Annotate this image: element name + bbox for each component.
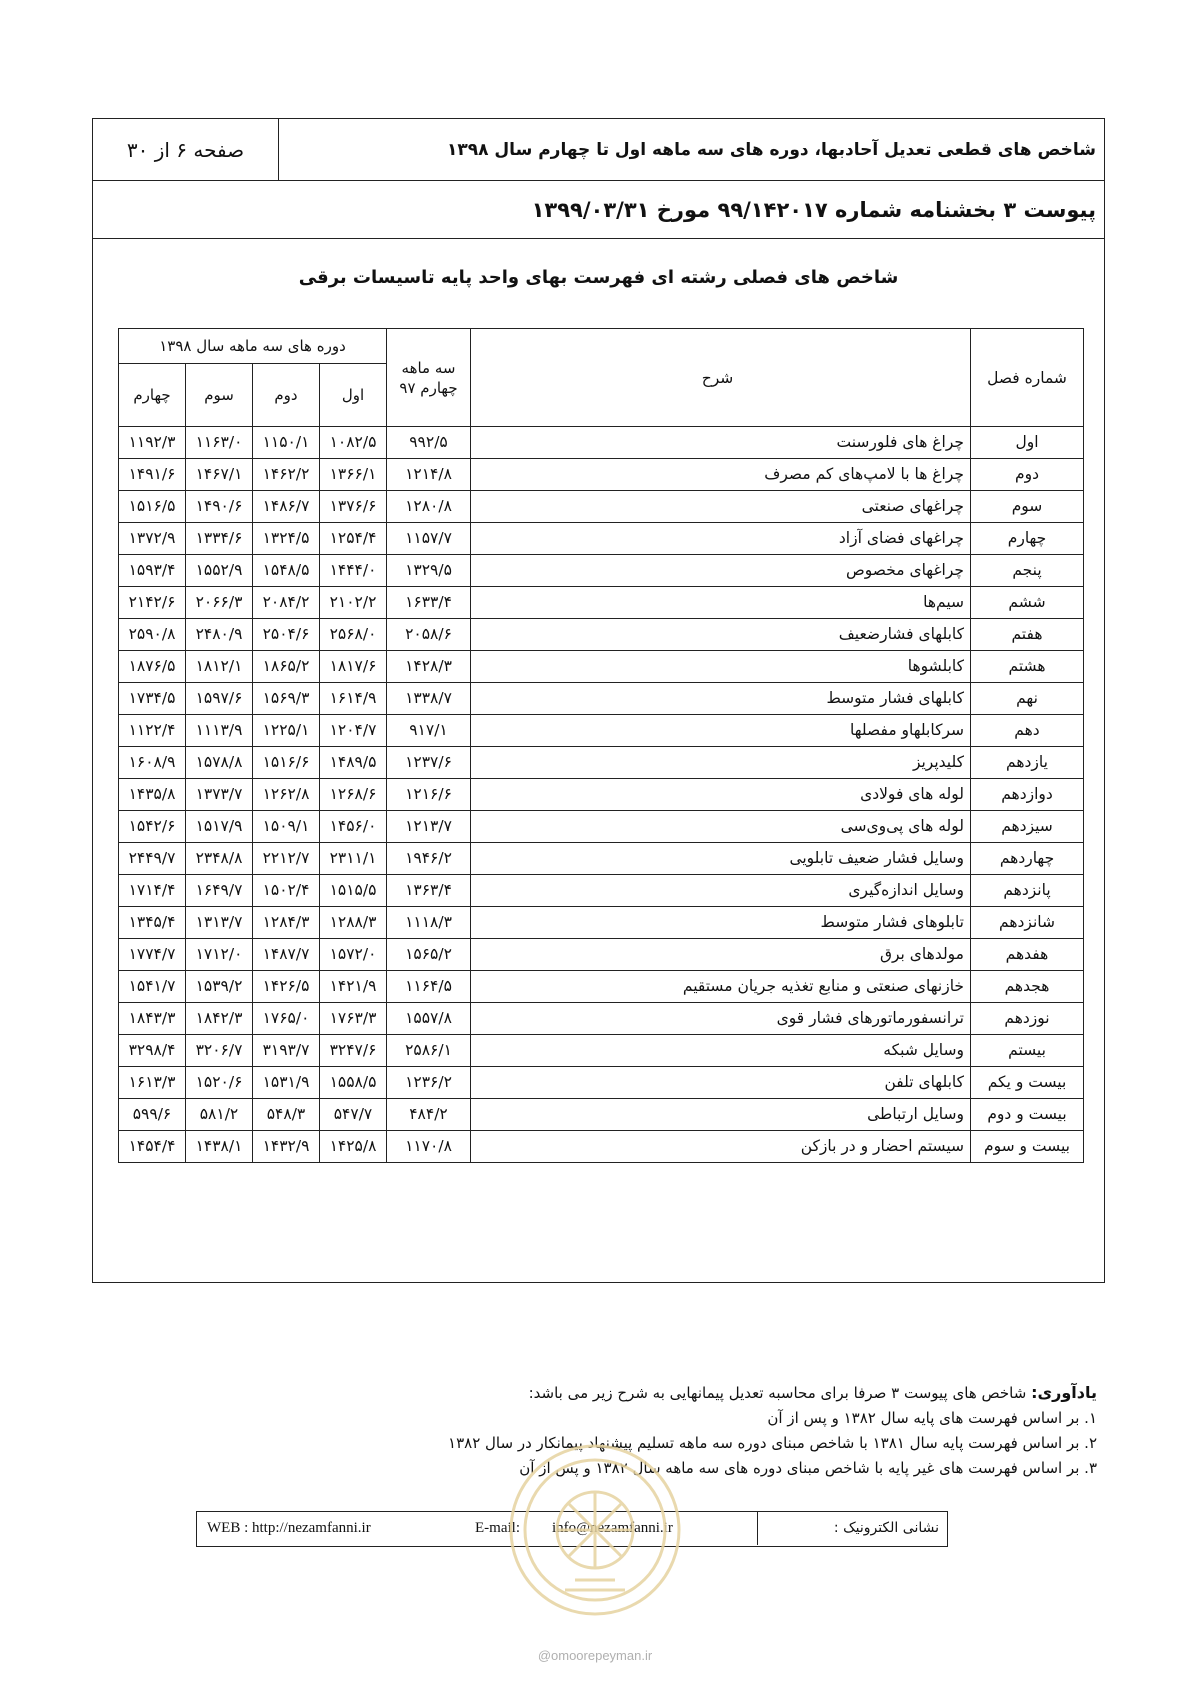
table-row: [119, 459, 1084, 491]
description-cell: سیم‌ها: [471, 587, 971, 619]
quarter-3-cell: ۲۴۸۰/۹: [186, 619, 253, 651]
table-row: [119, 779, 1084, 811]
chapter-cell: اول: [971, 427, 1084, 459]
quarter-3-cell: ۱۳۷۳/۷: [186, 779, 253, 811]
chapter-cell: نوزدهم: [971, 1003, 1084, 1035]
header-row: [93, 119, 1104, 181]
quarter-1-cell: ۱۷۶۳/۳: [320, 1003, 387, 1035]
quarter-4-cell: ۳۲۹۸/۴: [119, 1035, 186, 1067]
quarter-3-cell: ۱۵۳۹/۲: [186, 971, 253, 1003]
quarter-3-cell: ۱۸۱۲/۱: [186, 651, 253, 683]
quarter-4-cell: ۱۴۹۱/۶: [119, 459, 186, 491]
notes-lead: یادآوری:: [1031, 1383, 1097, 1402]
quarter-1-cell: ۳۲۴۷/۶: [320, 1035, 387, 1067]
description-cell: خازنهای صنعتی و منابع تغذیه جریان مستقیم: [471, 971, 971, 1003]
quarter-2-cell: ۲۲۱۲/۷: [253, 843, 320, 875]
description-cell: وسایل اندازه‌گیری: [471, 875, 971, 907]
quarter-2-cell: ۱۵۰۹/۱: [253, 811, 320, 843]
quarter-2-cell: ۱۵۶۹/۳: [253, 683, 320, 715]
q4-97-cell: ۱۵۵۷/۸: [387, 1003, 471, 1035]
quarter-1-cell: ۱۳۷۶/۶: [320, 491, 387, 523]
quarter-1-cell: ۱۸۱۷/۶: [320, 651, 387, 683]
quarter-2-cell: ۱۷۶۵/۰: [253, 1003, 320, 1035]
quarter-3-cell: ۱۱۱۳/۹: [186, 715, 253, 747]
header-quarter-3: سوم: [186, 364, 253, 427]
quarter-2-cell: ۱۲۶۲/۸: [253, 779, 320, 811]
quarter-1-cell: ۱۴۸۹/۵: [320, 747, 387, 779]
description-cell: تابلوهای فشار متوسط: [471, 907, 971, 939]
q4-97-cell: ۱۲۳۶/۲: [387, 1067, 471, 1099]
quarter-3-cell: ۱۷۱۲/۰: [186, 939, 253, 971]
table-row: [119, 1099, 1084, 1131]
footer-label: نشانی الکترونیک :: [757, 1512, 947, 1545]
chapter-cell: بیست و یکم: [971, 1067, 1084, 1099]
table-row: [119, 427, 1084, 459]
q4-97-cell: ۱۹۴۶/۲: [387, 843, 471, 875]
quarter-3-cell: ۱۴۶۷/۱: [186, 459, 253, 491]
q4-97-cell: ۹۹۲/۵: [387, 427, 471, 459]
quarter-1-cell: ۵۴۷/۷: [320, 1099, 387, 1131]
q4-97-cell: ۱۲۱۴/۸: [387, 459, 471, 491]
description-cell: کابلهای تلفن: [471, 1067, 971, 1099]
quarter-3-cell: ۲۳۴۸/۸: [186, 843, 253, 875]
quarter-3-cell: ۵۸۱/۲: [186, 1099, 253, 1131]
q4-97-cell: ۱۲۳۷/۶: [387, 747, 471, 779]
quarter-3-cell: ۱۳۳۴/۶: [186, 523, 253, 555]
table-row: [119, 939, 1084, 971]
table-row: [119, 651, 1084, 683]
table-row: [119, 843, 1084, 875]
description-cell: سرکابلهاو مفصلها: [471, 715, 971, 747]
quarter-2-cell: ۱۴۶۲/۲: [253, 459, 320, 491]
quarter-2-cell: ۱۸۶۵/۲: [253, 651, 320, 683]
q4-97-cell: ۱۶۳۳/۴: [387, 587, 471, 619]
chapter-cell: چهارم: [971, 523, 1084, 555]
table-row: [119, 747, 1084, 779]
chapter-cell: ششم: [971, 587, 1084, 619]
q4-97-cell: ۱۳۲۹/۵: [387, 555, 471, 587]
website-link[interactable]: WEB : http://nezamfanni.ir: [207, 1520, 371, 1536]
note-item: ۱. بر اساس فهرست های پایه سال ۱۳۸۲ و پس از آن: [767, 1409, 1097, 1427]
table-row: [119, 1035, 1084, 1067]
description-cell: سیستم احضار و در بازکن: [471, 1131, 971, 1163]
quarter-4-cell: ۱۴۳۵/۸: [119, 779, 186, 811]
table-row: [119, 683, 1084, 715]
table-row: [119, 523, 1084, 555]
chapter-cell: چهاردهم: [971, 843, 1084, 875]
quarter-3-cell: ۱۳۱۳/۷: [186, 907, 253, 939]
q4-97-cell: ۴۸۴/۲: [387, 1099, 471, 1131]
description-cell: لوله های فولادی: [471, 779, 971, 811]
q4-97-cell: ۹۱۷/۱: [387, 715, 471, 747]
description-cell: چراغهای مخصوص: [471, 555, 971, 587]
q4-97-cell: ۱۱۵۷/۷: [387, 523, 471, 555]
quarter-4-cell: ۱۳۷۲/۹: [119, 523, 186, 555]
description-cell: لوله های پی‌وی‌سی: [471, 811, 971, 843]
email-label: E-mail:: [475, 1520, 520, 1536]
chapter-cell: هفتم: [971, 619, 1084, 651]
chapter-cell: دوم: [971, 459, 1084, 491]
quarter-2-cell: ۱۵۴۸/۵: [253, 555, 320, 587]
q4-97-cell: ۱۳۳۸/۷: [387, 683, 471, 715]
chapter-cell: بیست و سوم: [971, 1131, 1084, 1163]
seal-watermark-icon: [505, 1440, 685, 1620]
chapter-cell: هفدهم: [971, 939, 1084, 971]
table-row: [119, 587, 1084, 619]
table-row: [119, 555, 1084, 587]
table-row: [119, 619, 1084, 651]
index-table: [118, 328, 1084, 1163]
description-cell: چراغهای صنعتی: [471, 491, 971, 523]
page-number: صفحه ۶ از ۳۰: [93, 119, 279, 181]
quarter-4-cell: ۵۹۹/۶: [119, 1099, 186, 1131]
quarter-3-cell: ۱۵۲۰/۶: [186, 1067, 253, 1099]
table-row: [119, 715, 1084, 747]
quarter-4-cell: ۱۳۴۵/۴: [119, 907, 186, 939]
quarter-2-cell: ۱۲۸۴/۳: [253, 907, 320, 939]
quarter-4-cell: ۱۵۱۶/۵: [119, 491, 186, 523]
description-cell: چراغ ها با لامپ‌های کم مصرف: [471, 459, 971, 491]
circular-reference: پیوست ۳ بخشنامه شماره ۹۹/۱۴۲۰۱۷ مورخ ۱۳۹۹/۰۳/۳۱: [93, 181, 1104, 239]
quarter-4-cell: ۱۱۲۲/۴: [119, 715, 186, 747]
note-item: ۲. بر اساس فهرست پایه سال ۱۳۸۱ با شاخص مبنای دوره سه ماهه تسلیم پیشنهاد پیمانکار در سال ۱۳۸۲: [448, 1434, 1097, 1452]
quarter-4-cell: ۱۶۰۸/۹: [119, 747, 186, 779]
table-row: [119, 971, 1084, 1003]
quarter-1-cell: ۱۲۰۴/۷: [320, 715, 387, 747]
quarter-2-cell: ۲۰۸۴/۲: [253, 587, 320, 619]
quarter-2-cell: ۱۱۵۰/۱: [253, 427, 320, 459]
description-cell: ترانسفورماتورهای فشار قوی: [471, 1003, 971, 1035]
chapter-cell: شانزدهم: [971, 907, 1084, 939]
quarter-2-cell: ۱۵۰۲/۴: [253, 875, 320, 907]
description-cell: کلیدپریز: [471, 747, 971, 779]
table-title: شاخص های فصلی رشته ای فهرست بهای واحد پایه تاسیسات برقی: [298, 267, 899, 288]
quarter-4-cell: ۱۶۱۳/۳: [119, 1067, 186, 1099]
quarter-2-cell: ۳۱۹۳/۷: [253, 1035, 320, 1067]
header-quarter-4: چهارم: [119, 364, 186, 427]
note-item: ۳. بر اساس فهرست های غیر پایه با شاخص مبنای دوره های سه ماهه سال ۱۳۸۲ و پس از آن: [519, 1459, 1097, 1477]
quarter-1-cell: ۱۳۶۶/۱: [320, 459, 387, 491]
table-row: [119, 875, 1084, 907]
quarter-3-cell: ۱۱۶۳/۰: [186, 427, 253, 459]
table-row: [119, 1003, 1084, 1035]
quarter-4-cell: ۲۱۴۲/۶: [119, 587, 186, 619]
description-cell: چراغ های فلورسنت: [471, 427, 971, 459]
q4-97-cell: ۱۱۱۸/۳: [387, 907, 471, 939]
quarter-1-cell: ۱۶۱۴/۹: [320, 683, 387, 715]
quarter-4-cell: ۱۸۴۳/۳: [119, 1003, 186, 1035]
chapter-cell: دهم: [971, 715, 1084, 747]
chapter-cell: پنجم: [971, 555, 1084, 587]
description-cell: مولدهای برق: [471, 939, 971, 971]
quarter-4-cell: ۱۵۴۲/۶: [119, 811, 186, 843]
chapter-cell: بیست و دوم: [971, 1099, 1084, 1131]
quarter-4-cell: ۲۵۹۰/۸: [119, 619, 186, 651]
quarter-4-cell: ۱۱۹۲/۳: [119, 427, 186, 459]
quarter-3-cell: ۱۵۱۷/۹: [186, 811, 253, 843]
quarter-1-cell: ۱۰۸۲/۵: [320, 427, 387, 459]
q4-97-cell: ۱۲۱۶/۶: [387, 779, 471, 811]
quarter-2-cell: ۲۵۰۴/۶: [253, 619, 320, 651]
page-frame: [92, 118, 1105, 1283]
description-cell: وسایل شبکه: [471, 1035, 971, 1067]
quarter-4-cell: ۱۵۹۳/۴: [119, 555, 186, 587]
quarter-3-cell: ۱۶۴۹/۷: [186, 875, 253, 907]
chapter-cell: هجدهم: [971, 971, 1084, 1003]
header-quarter-1: اول: [320, 364, 387, 427]
quarter-2-cell: ۱۴۸۶/۷: [253, 491, 320, 523]
quarter-1-cell: ۲۳۱۱/۱: [320, 843, 387, 875]
description-cell: وسایل فشار ضعیف تابلویی: [471, 843, 971, 875]
q4-97-cell: ۱۱۶۴/۵: [387, 971, 471, 1003]
quarter-1-cell: ۱۴۲۱/۹: [320, 971, 387, 1003]
q4-97-cell: ۱۳۶۳/۴: [387, 875, 471, 907]
quarter-2-cell: ۱۳۲۴/۵: [253, 523, 320, 555]
description-cell: کابلهای فشار متوسط: [471, 683, 971, 715]
header-quarter-2: دوم: [253, 364, 320, 427]
quarter-4-cell: ۱۷۳۴/۵: [119, 683, 186, 715]
chapter-cell: یازدهم: [971, 747, 1084, 779]
quarter-2-cell: ۵۴۸/۳: [253, 1099, 320, 1131]
quarter-1-cell: ۱۴۲۵/۸: [320, 1131, 387, 1163]
description-cell: چراغهای فضای آزاد: [471, 523, 971, 555]
quarter-2-cell: ۱۵۱۶/۶: [253, 747, 320, 779]
quarter-3-cell: ۱۸۴۲/۳: [186, 1003, 253, 1035]
description-cell: وسایل ارتباطی: [471, 1099, 971, 1131]
description-cell: کابلشوها: [471, 651, 971, 683]
quarter-3-cell: ۱۵۵۲/۹: [186, 555, 253, 587]
quarter-2-cell: ۱۴۲۶/۵: [253, 971, 320, 1003]
header-q4-97: سه ماهه چهارم ۹۷: [387, 329, 471, 427]
q4-97-cell: ۱۵۶۵/۲: [387, 939, 471, 971]
notes-intro-line: [97, 1380, 1097, 1406]
header-description: شرح: [471, 329, 971, 427]
chapter-cell: بیستم: [971, 1035, 1084, 1067]
quarter-2-cell: ۱۴۸۷/۷: [253, 939, 320, 971]
header-chapter-number: شماره فصل: [971, 329, 1084, 427]
quarter-3-cell: ۱۴۹۰/۶: [186, 491, 253, 523]
q4-97-cell: ۱۱۷۰/۸: [387, 1131, 471, 1163]
quarter-1-cell: ۲۱۰۲/۲: [320, 587, 387, 619]
quarter-1-cell: ۱۲۸۸/۳: [320, 907, 387, 939]
quarter-1-cell: ۲۵۶۸/۰: [320, 619, 387, 651]
chapter-cell: سیزدهم: [971, 811, 1084, 843]
quarter-3-cell: ۲۰۶۶/۳: [186, 587, 253, 619]
watermark-text: @omoorepeyman.ir: [537, 1648, 653, 1663]
quarter-1-cell: ۱۴۴۴/۰: [320, 555, 387, 587]
quarter-3-cell: ۱۵۹۷/۶: [186, 683, 253, 715]
quarter-1-cell: ۱۵۵۸/۵: [320, 1067, 387, 1099]
q4-97-cell: ۲۰۵۸/۶: [387, 619, 471, 651]
quarter-1-cell: ۱۲۶۸/۶: [320, 779, 387, 811]
email-link[interactable]: info@nezamfanni.ir: [552, 1520, 673, 1536]
quarter-4-cell: ۱۷۷۴/۷: [119, 939, 186, 971]
quarter-2-cell: ۱۲۲۵/۱: [253, 715, 320, 747]
header-quarter-group: دوره های سه ماهه سال ۱۳۹۸: [119, 329, 387, 364]
quarter-2-cell: ۱۴۳۲/۹: [253, 1131, 320, 1163]
quarter-4-cell: ۱۴۵۴/۴: [119, 1131, 186, 1163]
chapter-cell: دوازدهم: [971, 779, 1084, 811]
quarter-4-cell: ۱۸۷۶/۵: [119, 651, 186, 683]
table-body: [119, 427, 1084, 1163]
table-row: [119, 1067, 1084, 1099]
quarter-2-cell: ۱۵۳۱/۹: [253, 1067, 320, 1099]
notes-intro: شاخص های پیوست ۳ صرفا برای محاسبه تعدیل پیمانهایی به شرح زیر می باشد:: [528, 1384, 1027, 1402]
chapter-cell: پانزدهم: [971, 875, 1084, 907]
quarter-1-cell: ۱۵۷۲/۰: [320, 939, 387, 971]
quarter-1-cell: ۱۵۱۵/۵: [320, 875, 387, 907]
q4-97-cell: ۱۲۸۰/۸: [387, 491, 471, 523]
document-title: شاخص های قطعی تعدیل آحادبها، دوره های سه ماهه اول تا چهارم سال ۱۳۹۸: [447, 140, 1096, 160]
quarter-3-cell: ۳۲۰۶/۷: [186, 1035, 253, 1067]
table-row: [119, 1131, 1084, 1163]
quarter-3-cell: ۱۴۳۸/۱: [186, 1131, 253, 1163]
quarter-1-cell: ۱۴۵۶/۰: [320, 811, 387, 843]
table-row: [119, 811, 1084, 843]
chapter-cell: نهم: [971, 683, 1084, 715]
quarter-4-cell: ۱۵۴۱/۷: [119, 971, 186, 1003]
table-row: [119, 491, 1084, 523]
chapter-cell: هشتم: [971, 651, 1084, 683]
quarter-3-cell: ۱۵۷۸/۸: [186, 747, 253, 779]
q4-97-cell: ۱۴۲۸/۳: [387, 651, 471, 683]
description-cell: کابلهای فشارضعیف: [471, 619, 971, 651]
table-row: [119, 907, 1084, 939]
quarter-4-cell: ۱۷۱۴/۴: [119, 875, 186, 907]
q4-97-cell: ۲۵۸۶/۱: [387, 1035, 471, 1067]
quarter-4-cell: ۲۴۴۹/۷: [119, 843, 186, 875]
chapter-cell: سوم: [971, 491, 1084, 523]
quarter-1-cell: ۱۲۵۴/۴: [320, 523, 387, 555]
q4-97-cell: ۱۲۱۳/۷: [387, 811, 471, 843]
